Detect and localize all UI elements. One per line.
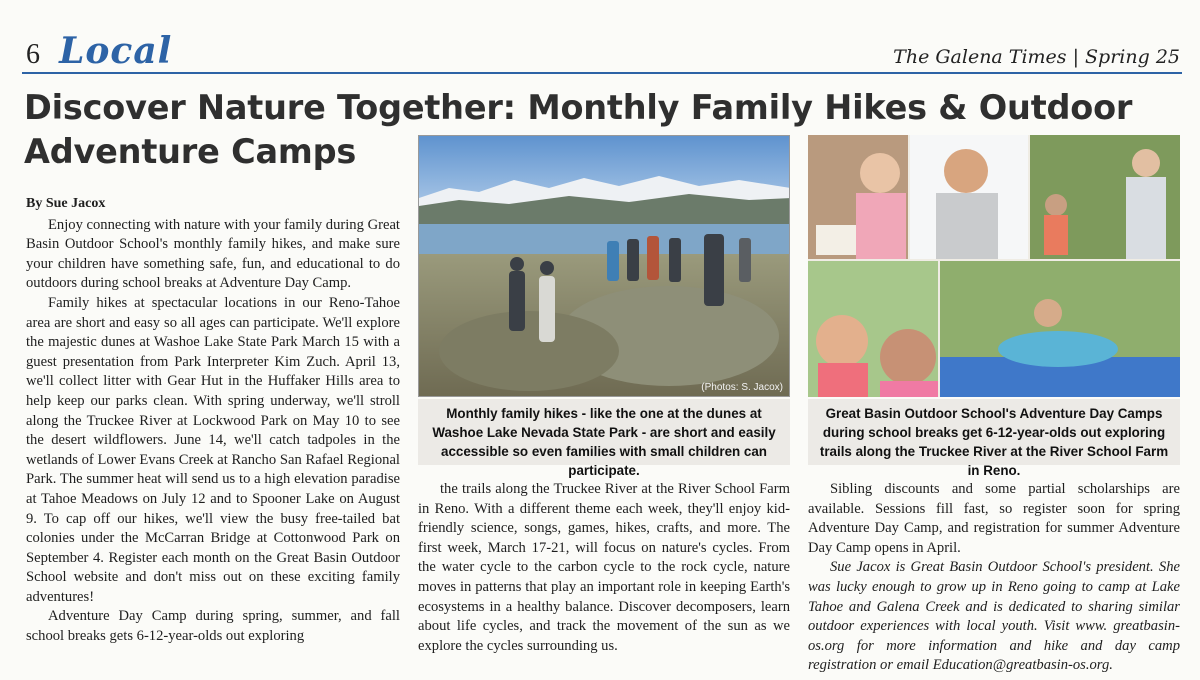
photo-caption-2: Great Basin Outdoor School's Adventure Day Camps during school breaks get 6-12-year-olds out exploring trails along the Truckee River at the River School Farm in Reno.: [808, 399, 1180, 465]
paragraph: Adventure Day Camp during spring, summer, and fall school breaks gets 6-12-year-olds out exploring: [26, 608, 400, 645]
hike-photo-illustration: [419, 136, 790, 397]
headline-line-2: Adventure Camps: [24, 131, 357, 171]
camp-collage-illustration: [808, 135, 1180, 397]
page-number: 6: [26, 39, 40, 70]
photo-caption-1: Monthly family hikes - like the one at the dunes at Washoe Lake Nevada State Park - are short and easily accessible so even families with small children can participate.: [418, 399, 790, 465]
author-bio: Sue Jacox is Great Basin Outdoor School's president. She was lucky enough to grow up in Reno going to camp at Lake Tahoe and Galena Creek and is dedicated to sharing similar outdoor experiences with local youth. Visit www. greatbasin-os.org for more information and hike and day camp registration or email Education@greatbasin-os.org.: [808, 559, 1180, 674]
article-column-2: [418, 480, 790, 656]
photo-credit: (Photos: S. Jacox): [701, 382, 783, 393]
paragraph: Family hikes at spectacular locations in our Reno-Tahoe area are short and easy so all ages can participate. We'll explore the majestic dunes at Washoe Lake State Park March 15 with a guest presentation from Park Interpreter Kim Zuch. April 13, we'll collect litter with Gear Hut in the Huffaker Hills area to help keep our parks clean. With spring underway, we'll stroll along the Truckee River at Lockwood Park on May 10 to see the desert wildflowers. June 14, we'll catch tadpoles in the wetlands of Lower Evans Creek at Rancho San Rafael Regional Park. The summer heat will send us to a high elevation paradise at Tahoe Meadows on July 12 and to Spooner Lake on August 9. To cap off our hikes, we'll view the busy free-tailed bat colonies under the McCarran Bridge at Cottonwood Park on September 4. Register each month on the Great Basin Outdoor School website and don't miss out on these exciting family adventures!: [26, 294, 400, 605]
page-header-left: [26, 30, 172, 72]
section-title: Local: [59, 30, 173, 72]
header-divider: [22, 72, 1182, 74]
photo-camp-collage: [808, 135, 1180, 397]
paragraph: Sibling discounts and some partial scholarships are available. Sessions fill fast, so register soon for spring Adventure Day Camp, and registration for summer Adventure Day Camp opens in April.: [808, 481, 1180, 556]
byline: By Sue Jacox: [26, 196, 106, 211]
paragraph: the trails along the Truckee River at the River School Farm in Reno. With a different theme each week, they'll enjoy kid-friendly science, songs, games, hikes, crafts, and more. The first week, March 17-21, will focus on nature's cycles. From the water cycle to the carbon cycle to the rock cycle, nature moves in patterns that play an important role in keeping Earth's ecosystems in a healthy balance. Discover decomposers, learn about life cycles, and track the movement of the sun as we explore the cycles surrounding us.: [418, 481, 790, 654]
publication-title: The Galena Times | Spring 25: [893, 46, 1180, 68]
paragraph: Enjoy connecting with nature with your family during Great Basin Outdoor School's monthly family hikes, and make sure your children have something safe, fun, and educational to do outdoors during school breaks at Adventure Day Camp.: [26, 216, 400, 292]
photo-family-hike: [418, 135, 790, 397]
article-column-1: [26, 194, 400, 647]
headline-line-1: Discover Nature Together: Monthly Family Hikes & Outdoor: [24, 88, 1133, 127]
article-column-3: [808, 480, 1180, 676]
